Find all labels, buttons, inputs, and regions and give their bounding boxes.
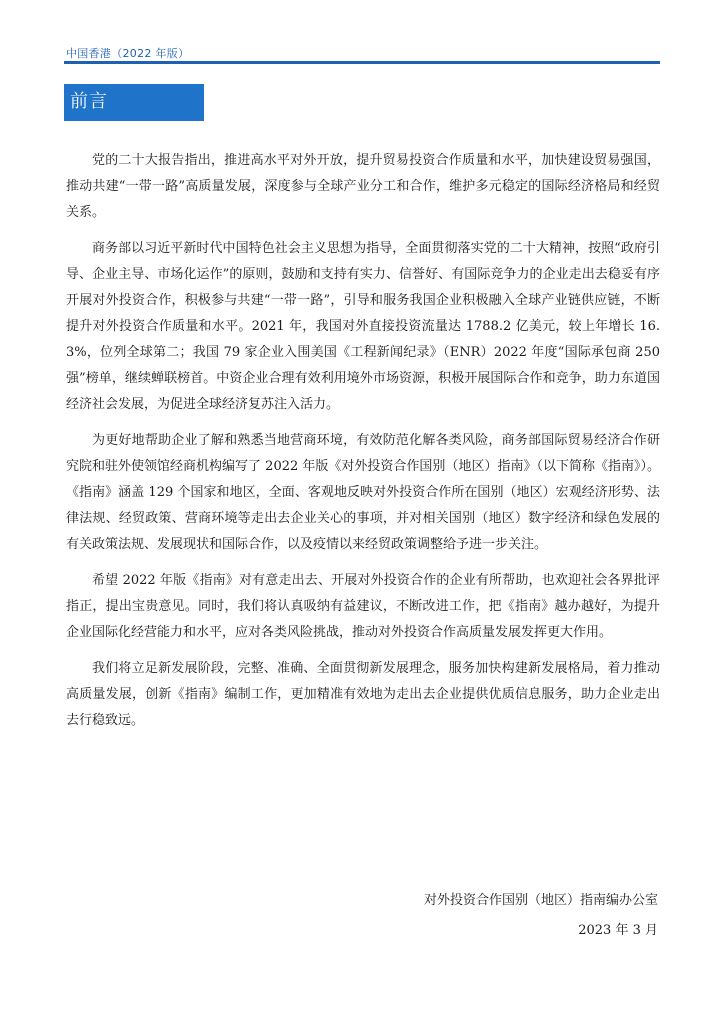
paragraph-5: 我们将立足新发展阶段，完整、准确、全面贯彻新发展理念，服务加快构建新发展格局，着力推动高质量发展，创新《指南》编制工作，更加精准有效地为走出去企业提供优质信息服务，助力企业走出去行稳致远。 (66, 661, 660, 728)
signature-block (424, 886, 658, 946)
section-title: 前言 (70, 91, 108, 112)
paragraph-1: 党的二十大报告指出，推进高水平对外开放，提升贸易投资合作质量和水平，加快建设贸易强国，推动共建“一带一路”高质量发展，深度参与全球产业分工和合作，维护多元稳定的国际经济格局和经贸关系。 (66, 153, 660, 220)
paragraph-2: 商务部以习近平新时代中国特色社会主义思想为指导，全面贯彻落实党的二十大精神，按照“政府引导、企业主导、市场化运作”的原则，鼓励和支持有实力、信誉好、有国际竞争力的企业走出去稳妥有序开展对外投资合作，积极参与共建“一带一路”，引导和服务我国企业积极融入全球产业链供应链，不断提升对外投资合作质量和水平。2021 年，我国对外直接投资流量达 1788.2 亿美元，较上年增长 16.3%，位列全球第二；我国 79 家企业入围美国《工程新闻纪录》（ENR）2022 年度“国际承包商 250 强”榜单，继续蝉联榜首。中资企业合理有效利用境外市场资源，积极开展国际合作和竞争，助力东道国经济社会发展，为促进全球经济复苏注入活力。 (66, 241, 660, 412)
signature-office: 对外投资合作国别（地区）指南编办公室 (423, 893, 658, 908)
paragraph-4: 希望 2022 年版《指南》对有意走出去、开展对外投资合作的企业有所帮助，也欢迎社会各界批评指正，提出宝贵意见。同时，我们将认真吸纳有益建议，不断改进工作，把《指南》越办越好，为提升企业国际化经营能力和水平，应对各类风险挑战，推动对外投资合作高质量发展发挥更大作用。 (66, 573, 660, 640)
paragraph-3: 为更好地帮助企业了解和熟悉当地营商环境，有效防范化解各类风险，商务部国际贸易经济合作研究院和驻外使领馆经商机构编写了 2022 年版《对外投资合作国别（地区）指南》（以下简称《指南》）。《指南》涵盖 129 个国家和地区，全面、客观地反映对外投资合作所在国别（地区）宏观经济形势、法律法规、经贸政策、营商环境等走出去企业关心的事项，并对相关国别（地区）数字经济和绿色发展的有关政策法规、发展现状和国际合作，以及疫情以来经贸政策调整给予进一步关注。 (66, 433, 660, 552)
header-divider (64, 61, 660, 64)
running-header: 中国香港（2022 年版） (66, 47, 190, 60)
signature-date: 2023 年 3 月 (578, 923, 658, 938)
preface-body (66, 148, 660, 744)
